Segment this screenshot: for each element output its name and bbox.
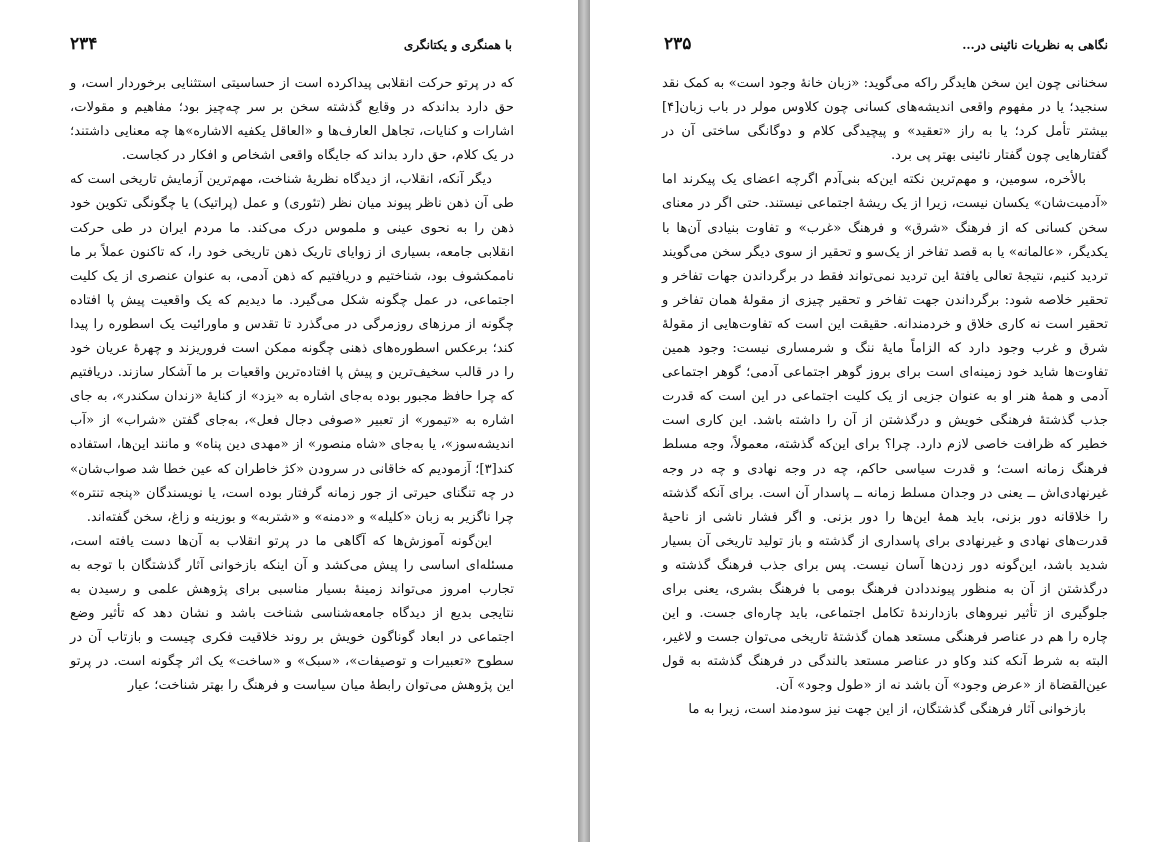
paragraph: که در پرتو حرکت انقلابی پیداکرده است از حساسیتی استثنایی برخوردار است، و حق دارد بداندکه در وقایع گذشته سخن بر سر چه‌چیز بود؛ مفاهیم و مقولات، اشارات و کنایات، تجاهل العارف‌ها و «العاقل یکفیه الاشاره»ها چه معنایی داشتند؛ در یک کلام، حق دارد بداند که جایگاه واقعی اشخاص و افکار در کجاست. [70,76,514,164]
running-title: با همنگری و یکتانگری [403,38,512,52]
right-page [590,0,1168,842]
paragraph: سخنانی چون این سخن هایدگر راکه می‌گوید: «زبان خانهٔ وجود است» به کمک نقد سنجید؛ یا در مفهوم واقعی اندیشه‌های کسانی چون کلاوس مولر در باب زبان[۴] بیشتر تأمل کرد؛ یا به راز «تعقید» و پیچیدگی کلام و دوگانگی ساختی آن در گفتارهایی چون گفتار نائینی بهتر پی برد. [662,76,1108,164]
paragraph: این‌گونه آموزش‌ها که آگاهی ما در پرتو انقلاب به آن‌ها دست یافته است، مسئله‌ای اساسی را پیش می‌کشد و آن اینکه بازخوانی آثار گذشتگان با توجه به تجارب امروز می‌تواند زمینهٔ بسیار مناسبی برای پژوهش علمی و رسیدن به نتایجی بدیع از دیدگاه جامعه‌شناسی شناخت باشد و نشان دهد که تأثیر وضع اجتماعی در ابعاد گوناگون خویش بر روند خلاقیت فکری چیست و بازتاب آن در سطوح «تعبیرات و توصیفات»، «سبک» و «ساخت» یک اثر چگونه است. در پرتو این پژوهش می‌توان رابطهٔ میان سیاست و فرهنگ را بهتر شناخت؛ عیار [70,533,514,694]
right-page-header [664,34,1108,56]
right-page-body [662,72,1108,723]
left-page-header [70,34,512,56]
paragraph: بازخوانی آثار فرهنگی گذشتگان، از این جهت نیز سودمند است، زیرا به ما [688,702,1086,718]
left-page-body [70,72,514,698]
page-number: ۲۳۵ [664,34,692,54]
book-gutter [578,0,590,842]
page-number: ۲۳۴ [70,34,98,54]
left-page [0,0,578,842]
paragraph: دیگر آنکه، انقلاب، از دیدگاه نظریهٔ شناخت، مهم‌ترین آزمایش تاریخی است که طی آن ذهن ناظر پیوند میان نظر (تئوری) و عمل (پراتیک) یا چگونگی تکوین خود ذهن را به نحوی عینی و ملموس درک می‌کند. ما مردم ایران در طی حرکت انقلابی جامعه، بسیاری از زوایای تاریک ذهن تاریخی خود را، که تاکنون عملاً بر ما ناممکشوف بود، شناختیم و دریافتیم که ذهن آدمی، به عنوان عنصری از یک کلیت اجتماعی، در عمل چگونه شکل می‌گیرد. ما دیدیم که یک واقعیت پیش پا افتاده چگونه از مرزهای روزمرگی در می‌گذرد تا تقدس و ماورائیت یک اسطوره را پیدا کند؛ برعکس اسطوره‌های ذهنی چگونه ممکن است فروریزند و چهرهٔ عریان خود را در قالب سخیف‌ترین و پیش پا افتاده‌ترین واقعیات بر ما آشکار سازند. دریافتیم که چرا حافظ مجبور بوده به‌جای اشاره به «یزد» از کنایهٔ «زندان سکندر»، به جای اشاره به «تیمور» از تعبیر «صوفی دجال فعل»، به‌جای گفتن «شراب» از «آب اندیشه‌سوز»، یا به‌جای «شاه منصور» از «مهدی دین پناه» و مانند این‌ها، استفاده کند[۳]؛ آزمودیم که خاقانی در سرودن «کژ خاطران که عین خطا شد صواب‌شان» در چه تنگنای حیرتی از جور زمانه گرفتار بوده است، یا نویسندگان «پنجه تنتره» چرا ناگزیر به زبان «کلیله» و «دمنه» و «شتربه» و بوزینه و زاغ، سخن گفته‌اند. [70,172,514,525]
running-title: نگاهی به نظریات نائینی در... [962,38,1108,52]
paragraph: بالأخره، سومین، و مهم‌ترین نکته این‌که بنی‌آدم اگرچه اعضای یک پیکرند اما «آدمیت‌شان» یکسان نیست، زیرا از یک ریشهٔ اجتماعی نیستند. حتی اگر در معنای سخن کسانی که از فرهنگ «شرق» و فرهنگ «غرب» و تفاوت بنیادی آن‌ها با یکدیگر، «عالمانه» یا به قصد تفاخر از یک‌سو و تحقیر از سوی دیگر سخن می‌گویند تردید کنیم، نتیجهٔ تعالی یافتهٔ این تردید نمی‌تواند فقط در برگرداندن جهات تفاخر و تحقیر خلاصه شود: برگرداندن جهت تفاخر و تحقیر چیزی از مقولهٔ همان تفاخر و تحقیر است نه کاری خلاق و خردمندانه. حقیقت این است که تفاوت‌هایی از مقولهٔ شرق و غرب وجود دارد که الزاماً مایهٔ ننگ و شرمساری نیست: وجود همین تفاوت‌ها شاید خود زمینه‌ای است برای بروز گوهر اجتماعی آدمی؛ گوهر اجتماعی آدمی و همهٔ هنر او به عنوان جزیی از یک کلیت اجتماعی در این است که قدرت جذب گذشتهٔ فرهنگی خویش و درگذشتن از آن را داشته باشد. این کاری است خطیر که ظرافت خاصی لازم دارد. چرا؟ برای این‌که گذشته، معمولاً، وجه مسلط فرهنگ زمانه است؛ و قدرت سیاسی حاکم، چه در وجه نهادی و چه در وجه غیرنهادی‌اش ــ یعنی در وجدان مسلط زمانه ــ پاسدار آن است. برای آنکه گذشته را خلاقانه دور بزنی، باید همهٔ این‌ها را دور بزنی. و اگر فشار ناشی از ناحیهٔ قدرت‌های نهادی و غیرنهادی برای پاسداری از گذشته و باز تولید تاریخی آن بسیار شدید باشد، این‌گونه دور زدن‌ها آسان نیست. پس برای جذب فرهنگ گذشته و درگذشتن از آن به منظور پیونددادن فرهنگ بومی با فرهنگ بشری، یعنی برای جلوگیری از تأثیر نیروهای بازدارندهٔ تکامل اجتماعی، باید چاره‌ای جست. و این چاره را هم در عناصر فرهنگی مستعد همان گذشتهٔ تاریخی می‌توان جست و لاغیر، البته به شرط آنکه کند وکاو در عناصر مستعد بالندگی در فرهنگ گذشته به قول عین‌القضاة از «عرض وجود» آن باشد نه از «طول وجود» آن. [662,172,1108,694]
